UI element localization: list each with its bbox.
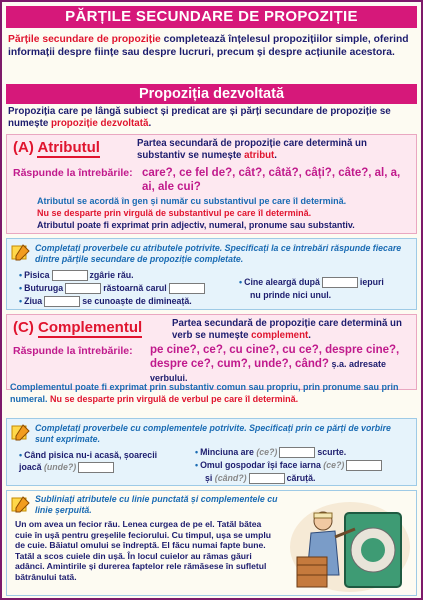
- intro-paragraph: [8, 34, 415, 59]
- ex1-item-1: • Pisica zgârie rău.: [19, 270, 134, 280]
- complement-notes: [10, 382, 415, 405]
- complement-definition: [172, 318, 412, 341]
- ex1-item-1-after: zgârie rău.: [89, 270, 134, 280]
- atribut-def-text: Partea secundară de propoziție care determină un substantiv se numește: [137, 138, 367, 161]
- ex2-blank-1[interactable]: [78, 462, 114, 473]
- complement-letter: (C): [13, 319, 34, 336]
- ex2-item-2-question: (ce?): [256, 447, 278, 457]
- complement-term: complement: [251, 329, 309, 341]
- exercise-3-instruction: Subliniați atributele cu linie punctată și complementele cu linie șerpuită.: [35, 494, 278, 515]
- ex2-item-2: • Minciuna are (ce?) scurte.: [195, 447, 347, 457]
- ex1-item-1-before: Pisica: [24, 270, 50, 280]
- dezvoltata-def-text: Propoziția care pe lângă subiect și predicat are și părți secundare de propoziție se numește: [8, 106, 391, 129]
- atribut-end: .: [274, 149, 277, 161]
- ex2-item-4-text: și: [205, 473, 213, 483]
- ex2-item-4-after: căruță.: [286, 473, 316, 483]
- intro-text: completează înțelesul propozițiilor simple, oferind informații despre ființe sau despre lucruri, precum și despre acțiunile acestora.: [8, 34, 409, 58]
- exercise-1-panel: [6, 238, 417, 310]
- complement-questions: [150, 343, 415, 385]
- ex1-item-4-after: iepuri: [359, 277, 384, 287]
- atribut-questions: care?, ce fel de?, cât?, câtă?, câți?, câte?, al, a, ai, ale cui?: [142, 167, 401, 193]
- ex1-item-4: • Cine aleargă după iepuri: [239, 277, 384, 287]
- ex2-item-4-question: (când?): [214, 473, 247, 483]
- pencil-icon: [11, 495, 31, 515]
- door-with-nails-illustration: [287, 495, 413, 593]
- ex2-item-1-question: (unde?): [43, 462, 77, 472]
- complement-note-1: Complementul poate fi exprimat prin substantiv comun sau propriu, prin pronume sau prin numeral.: [10, 382, 399, 404]
- ex2-item-3-text: Omul gospodar își face iarna: [200, 460, 321, 470]
- atribut-name: Atributul: [37, 139, 100, 156]
- atribut-term: atribut: [244, 149, 275, 161]
- dezvoltata-definition: [8, 106, 417, 130]
- exercise-3-story: Un om avea un fecior rău. Lenea curgea de pe el. Tatăl bătea cuie în ușă pentru greșelile feciorului. Cu timpul, ușa se umplu de cuie. Băiatul omului se îndreptă. El făcu numai fapte bune. Tatăl a scos cuiele din ușă. În locul cuielor au rămas găuri adânci. Amintirile și durerea faptelor rele rămăsese în sufletul bătrânului tată.: [15, 519, 271, 582]
- complement-questions-list: pe cine?, ce?, cu cine?, cu ce?, despre cine?, despre ce?, cum?, unde?, când?: [150, 344, 400, 370]
- ex1-blank-3[interactable]: [169, 283, 205, 294]
- ex2-blank-2[interactable]: [279, 447, 315, 458]
- ex1-blank-2[interactable]: [65, 283, 101, 294]
- complement-name: Complementul: [38, 319, 143, 336]
- pencil-icon: [11, 423, 31, 443]
- atribut-note-2: Nu se desparte prin virgulă de substantivul pe care îl determină.: [37, 208, 312, 218]
- complement-header: [13, 319, 142, 336]
- ex2-item-1: • Când pisica nu-i acasă, șoarecii joacă (unde?): [19, 450, 158, 472]
- atribut-note-3: Atributul poate fi exprimat prin adjectiv, numeral, pronume sau substantiv.: [37, 220, 355, 230]
- dezvoltata-term: propoziție dezvoltată: [51, 118, 149, 129]
- ex2-item-3-question: (ce?): [323, 460, 345, 470]
- ex1-item-4-before: Cine aleargă după: [244, 277, 320, 287]
- atribut-panel: [6, 134, 417, 234]
- ex1-blank-1[interactable]: [52, 270, 88, 281]
- ex1-item-3-after: se cunoaște de dimineață.: [82, 296, 192, 306]
- section-title-dezvoltata: Propoziția dezvoltată: [6, 84, 417, 104]
- ex1-item-5: nu prinde nici unul.: [250, 290, 332, 300]
- ex1-blank-4[interactable]: [44, 296, 80, 307]
- ex1-item-2-after: răstoarnă carul: [103, 283, 167, 293]
- complement-end: .: [308, 329, 311, 341]
- exercise-3-panel: [6, 490, 417, 596]
- complement-questions-tail: ș.a. adresate verbului.: [150, 359, 386, 383]
- exercise-2-instruction: Completați proverbele cu complementele potrivite. Specificați prin ce părți de vorbire sunt exprimate.: [35, 423, 391, 444]
- atribut-note-1: Atributul se acordă în gen și număr cu substantivul pe care îl determină.: [37, 196, 347, 206]
- ex2-item-2-after: scurte.: [317, 447, 347, 457]
- atribut-question-label: Răspunde la întrebările:: [13, 167, 133, 179]
- atribut-header: [13, 139, 100, 156]
- ex2-blank-4[interactable]: [249, 473, 285, 484]
- exercise-1-instruction: Completați proverbele cu atributele potrivite. Specificați la ce întrebări răspunde fiecare dintre părțile secundare de propoziție completate.: [35, 243, 402, 264]
- page-title: PĂRȚILE SECUNDARE DE PROPOZIȚIE: [6, 6, 417, 28]
- exercise-2-panel: [6, 418, 417, 486]
- ex2-item-3: • Omul gospodar își face iarna (ce?): [195, 460, 384, 471]
- ex1-item-2: • Buturuga răstoarnă carul: [19, 283, 207, 294]
- pencil-icon: [11, 243, 31, 263]
- complement-def-text: Partea secundară de propoziție care determină un verb se numește: [172, 318, 402, 341]
- ex1-item-3-before: Ziua: [24, 296, 43, 306]
- ex1-item-3: • Ziua se cunoaște de dimineață.: [19, 296, 192, 306]
- ex1-item-2-before: Buturuga: [24, 283, 64, 293]
- ex1-blank-5[interactable]: [322, 277, 358, 288]
- ex2-item-1-text: Când pisica nu-i acasă, șoarecii joacă: [19, 450, 158, 472]
- ex2-blank-3[interactable]: [346, 460, 382, 471]
- ex2-item-2-text: Minciuna are: [200, 447, 254, 457]
- intro-term: Părțile secundare de propoziție: [8, 34, 161, 45]
- complement-panel: [6, 314, 417, 390]
- atribut-definition: [137, 138, 412, 161]
- dezvoltata-end: .: [148, 118, 152, 129]
- complement-note-2: Nu se desparte prin virgulă de verbul pe care îl determină.: [50, 393, 299, 404]
- complement-question-label: Răspunde la întrebările:: [13, 345, 133, 357]
- atribut-letter: (A): [13, 139, 34, 156]
- ex2-item-4: [205, 473, 315, 484]
